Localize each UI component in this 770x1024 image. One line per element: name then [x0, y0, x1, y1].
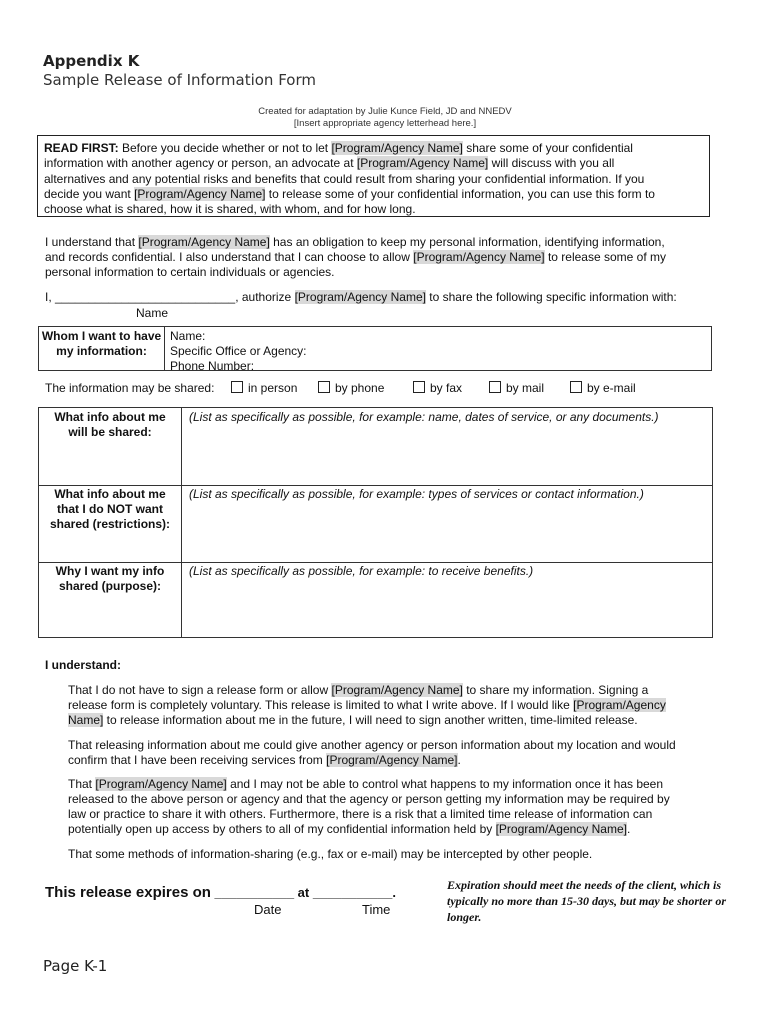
date-label: Date: [254, 902, 282, 917]
text: share some of your confidential: [462, 141, 633, 155]
intro-paragraph: [45, 235, 715, 280]
text: information with another agency or person, an advocate at: [44, 156, 357, 171]
text: Before you decide whether or not to let: [118, 141, 332, 155]
question-shared: What info about me will be shared:: [54, 410, 166, 439]
understand-item[interactable]: [45, 683, 735, 729]
recipient-office-field[interactable]: Specific Office or Agency:: [170, 344, 307, 358]
text: personal information to certain individuals or agencies.: [45, 265, 335, 279]
agency-placeholder: [Program/Agency Name]: [138, 235, 270, 249]
text: to release information about me in the future, I will need to sign another written, time-limited release.: [103, 713, 638, 727]
column-divider: [181, 408, 182, 637]
name-label: Name: [136, 306, 169, 320]
row-divider: [39, 485, 712, 486]
text: to share the following specific information with:: [425, 290, 677, 304]
text: potentially open up access by others to all of my confidential information held by: [68, 822, 496, 836]
time-label: Time: [362, 902, 391, 917]
text: .: [626, 822, 631, 836]
agency-placeholder: [Program/Agency Name]: [331, 683, 463, 697]
question-purpose: Why I want my info shared (purpose):: [55, 564, 165, 593]
text: will discuss with you all: [488, 156, 615, 171]
appendix-heading: Appendix K: [43, 52, 140, 70]
share-methods-label: The information may be shared:: [45, 381, 215, 395]
share-methods-row: [45, 381, 214, 395]
understand-item[interactable]: [45, 847, 735, 863]
option-label: by fax: [430, 381, 463, 395]
text: to release some of your confidential information, you can use this form to: [265, 186, 655, 201]
question-restrictions: What info about me that I do NOT want shared (restrictions):: [49, 487, 171, 531]
agency-placeholder: [Program/Agency Name]: [326, 753, 458, 767]
text: alternatives and any potential risks and benefits that could result from sharing your confidential information. If you: [44, 171, 645, 186]
option-label: by phone: [335, 381, 385, 395]
info-table: [38, 407, 713, 638]
form-title: Sample Release of Information Form: [43, 71, 316, 89]
text: I understand that: [45, 235, 139, 249]
text: released to the above person or agency and that the agency or person getting my information may be required by: [68, 792, 670, 806]
answer-restrictions[interactable]: (List as specifically as possible, for example: types of services or contact information.): [189, 487, 644, 501]
option-by-phone[interactable]: [318, 381, 384, 395]
text: has an obligation to keep my personal information, identifying information,: [269, 235, 665, 249]
checkbox[interactable]: [489, 381, 501, 393]
agency-placeholder: [Program/Agency Name]: [95, 777, 227, 791]
agency-placeholder: [Program/Agency: [573, 698, 666, 712]
text: to release some of my: [544, 250, 667, 264]
understand-item[interactable]: [45, 738, 735, 769]
agency-placeholder: [Program/Agency Name]: [495, 822, 627, 836]
expiry-label: This release expires on: [45, 884, 211, 901]
agency-placeholder: [Program/Agency Name]: [413, 250, 545, 264]
recipient-phone-field[interactable]: Phone Number:: [170, 359, 255, 373]
text: That I do not have to sign a release form or allow: [68, 683, 332, 697]
whom-label: Whom I want to have my information:: [39, 327, 165, 370]
text: That releasing information about me could give another agency or person information about my location and would: [68, 738, 676, 752]
expiration-note: Expiration should meet the needs of the client, which is typically no more than 15-30 days, but may be shorter or longer.: [447, 878, 726, 924]
text: and records confidential. I also understand that I can choose to allow: [45, 250, 414, 264]
understand-item[interactable]: [45, 777, 735, 838]
option-by-mail[interactable]: [489, 381, 544, 395]
recipient-table: [38, 326, 712, 371]
option-label: by mail: [506, 381, 545, 395]
text: decide you want: [44, 186, 135, 201]
agency-placeholder: [Program/Agency Name]: [356, 156, 489, 171]
credit-line: Created for adaptation by Julie Kunce Field, JD and NNEDV: [258, 106, 512, 117]
authorize-line[interactable]: [45, 290, 715, 305]
option-label: by e-mail: [587, 381, 636, 395]
letterhead-note: [Insert appropriate agency letterhead here.]: [293, 118, 477, 129]
text: .: [457, 753, 461, 767]
expiry-line[interactable]: [45, 884, 396, 901]
expiry-blanks[interactable]: ___________ at ___________.: [210, 885, 396, 900]
read-first-box: [37, 135, 710, 217]
option-by-email[interactable]: [570, 381, 636, 395]
agency-placeholder: [Program/Agency Name]: [331, 141, 463, 155]
agency-placeholder: [Program/Agency Name]: [294, 290, 426, 304]
answer-purpose[interactable]: (List as specifically as possible, for example: to receive benefits.): [189, 564, 534, 578]
answer-shared[interactable]: (List as specifically as possible, for example: name, dates of service, or any documents.): [189, 410, 659, 424]
text: law or practice to share it with others. Furthermore, there is a risk that a limited time release of information can: [68, 807, 653, 821]
text: release form is completely voluntary. This release is limited to what I write above. If I would like: [68, 698, 574, 712]
read-first-label: READ FIRST:: [44, 141, 119, 155]
checkbox[interactable]: [570, 381, 582, 393]
understand-title: I understand:: [45, 658, 122, 672]
checkbox[interactable]: [413, 381, 425, 393]
text: That: [68, 777, 96, 791]
option-by-fax[interactable]: [413, 381, 462, 395]
page-number: Page K-1: [43, 957, 108, 975]
checkbox[interactable]: [318, 381, 330, 393]
text: confirm that I have been receiving services from: [68, 753, 327, 767]
option-label: in person: [248, 381, 298, 395]
agency-placeholder: [Program/Agency Name]: [134, 186, 266, 201]
text: to share my information. Signing a: [462, 683, 649, 697]
row-divider: [39, 562, 712, 563]
text: choose what is shared, how it is shared, with whom, and for how long.: [44, 202, 416, 217]
recipient-fields[interactable]: [170, 329, 307, 374]
checkbox[interactable]: [231, 381, 243, 393]
agency-placeholder: Name]: [68, 713, 104, 727]
text: That some methods of information-sharing (e.g., fax or e-mail) may be intercepted by other people.: [68, 847, 593, 861]
text: and I may not be able to control what happens to my information once it has been: [226, 777, 664, 791]
text: I, ___________________________, authorize: [45, 290, 295, 304]
recipient-name-field[interactable]: Name:: [170, 329, 206, 343]
option-in-person[interactable]: [231, 381, 297, 395]
